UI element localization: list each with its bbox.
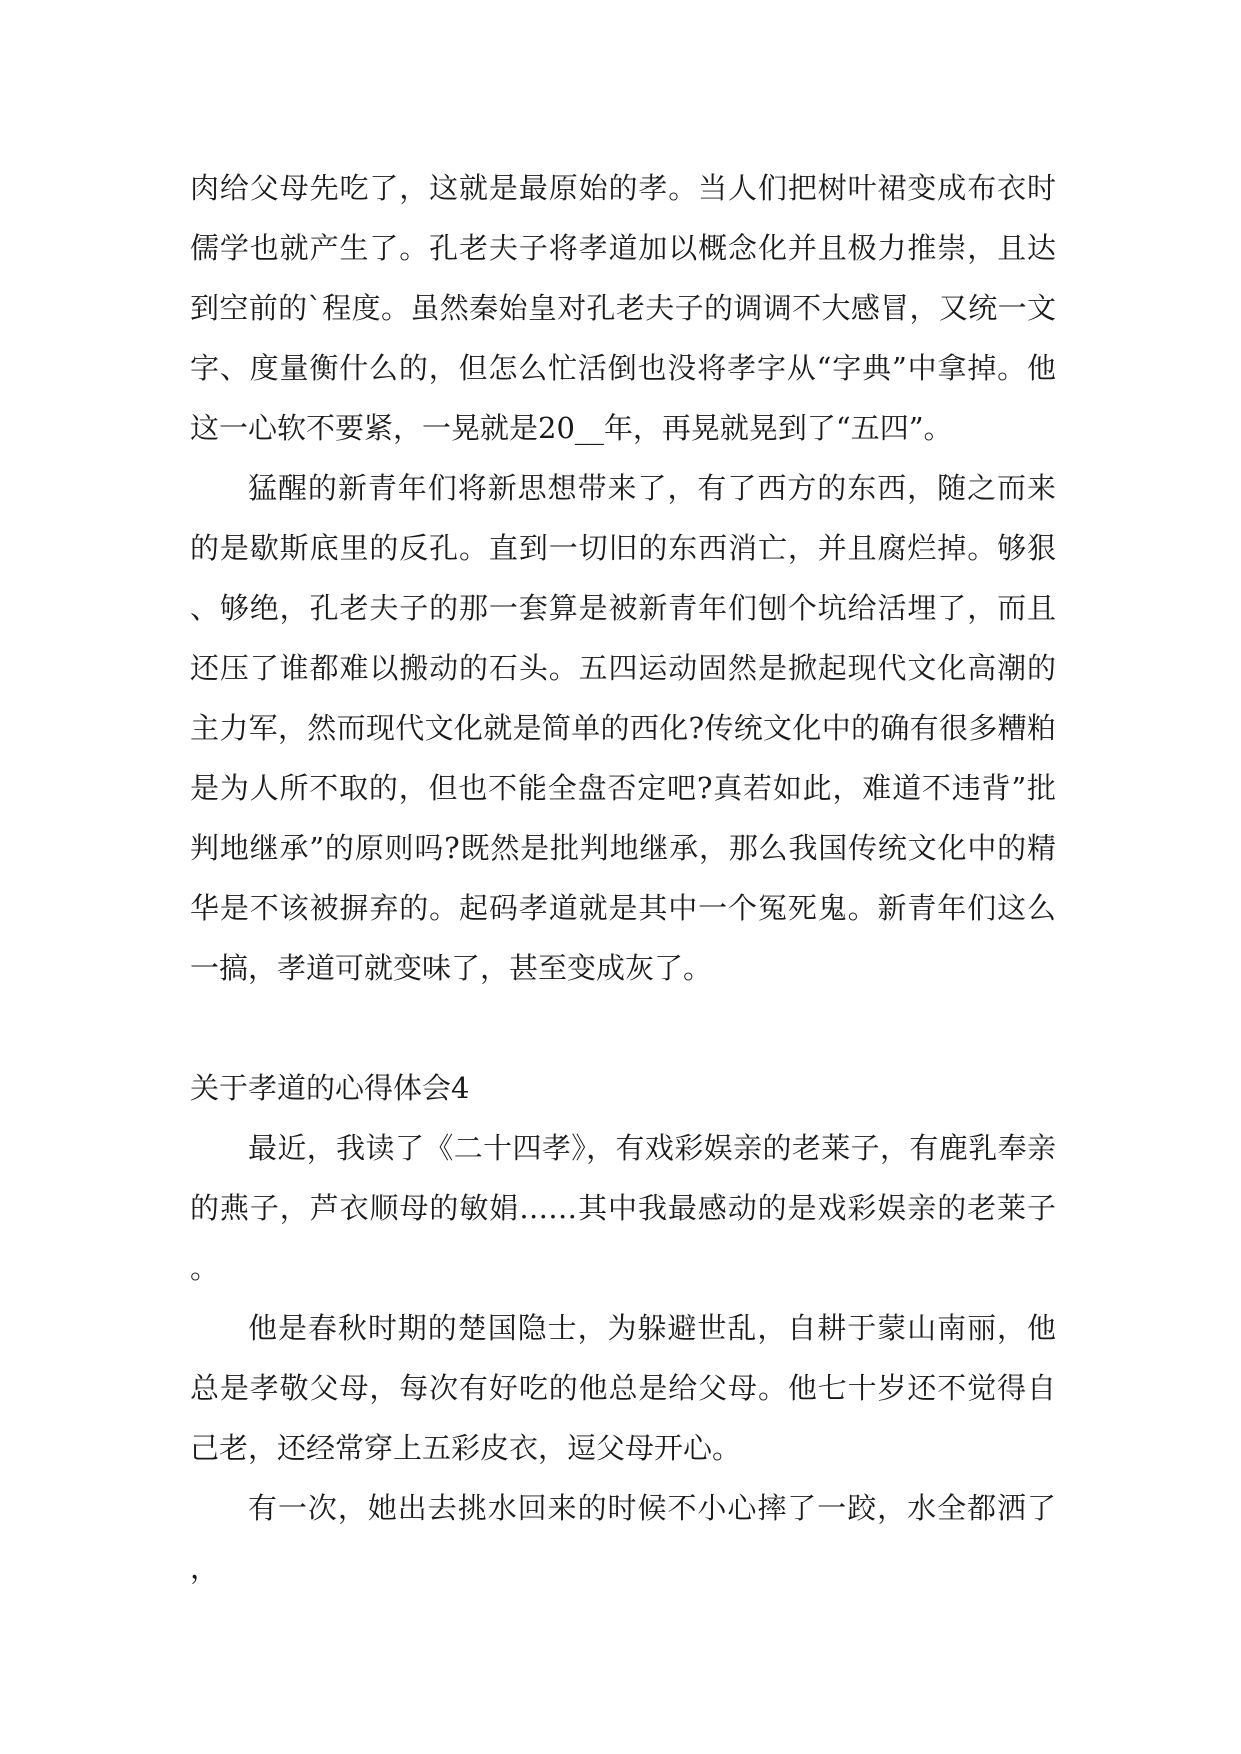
paragraph-3: 最近，我读了《二十四孝》，有戏彩娱亲的老莱子，有鹿乳奉亲的燕子，芦衣顺母的敏娟……其中我最感动的是戏彩娱亲的老莱子。 (190, 1131, 1056, 1285)
section-heading: 关于孝道的心得体会4 (190, 1071, 470, 1105)
paragraph-5: 有一次，她出去挑水回来的时候不小心摔了一跤，水全都洒了， (190, 1491, 1056, 1585)
paragraph-4: 他是春秋时期的楚国隐士，为躲避世乱，自耕于蒙山南丽，他总是孝敬父母，每次有好吃的他总是给父母。他七十岁还不觉得自己老，还经常穿上五彩皮衣，逗父母开心。 (190, 1311, 1056, 1465)
paragraph-1: 肉给父母先吃了，这就是最原始的孝。当人们把树叶裙变成布衣时儒学也就产生了。孔老夫子将孝道加以概念化并且极力推崇，且达到空前的`程度。虽然秦始皇对孔老夫子的调调不大感冒，又统一文字、度量衡什么的，但怎么忙活倒也没将孝字从“字典”中拿掉。他这一心软不要紧，一晃就是20__年，再晃就晃到了“五四”。 (190, 171, 1056, 445)
paragraph-2: 猛醒的新青年们将新思想带来了，有了西方的东西，随之而来的是歇斯底里的反孔。直到一切旧的东西消亡，并且腐烂掉。够狠、够绝，孔老夫子的那一套算是被新青年们刨个坑给活埋了，而且还压了谁都难以搬动的石头。五四运动固然是掀起现代文化高潮的主力军，然而现代文化就是简单的西化?传统文化中的确有很多糟粕是为人所不取的，但也不能全盘否定吧?真若如此，难道不违背”批判地继承”的原则吗?既然是批判地继承，那么我国传统文化中的精华是不该被摒弃的。起码孝道就是其中一个冤死鬼。新青年们这么一搞，孝道可就变味了，甚至变成灰了。 (190, 471, 1056, 985)
document-body (190, 158, 1056, 1598)
